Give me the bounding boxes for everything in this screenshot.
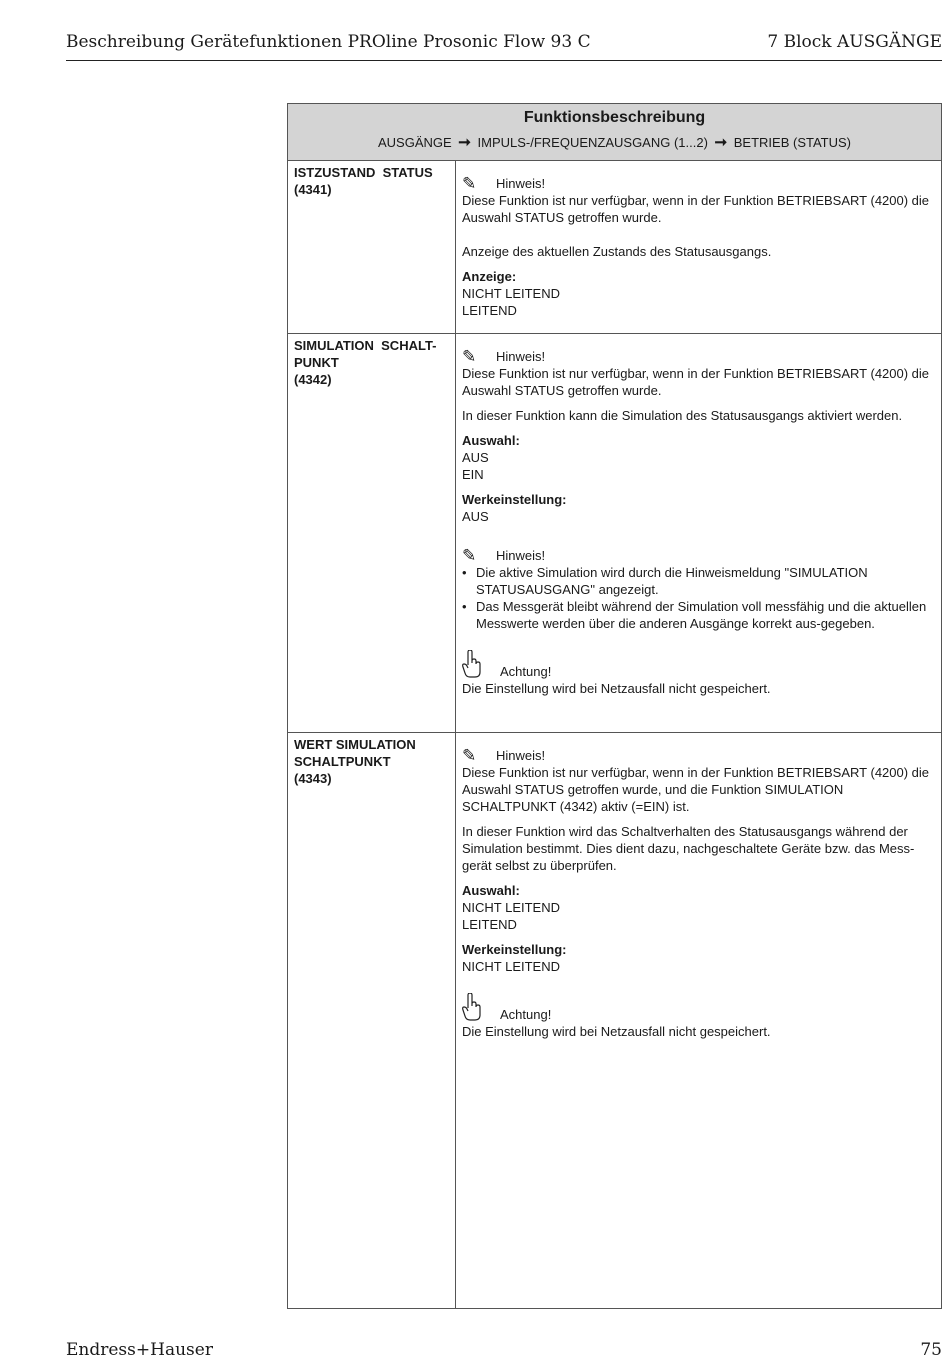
caution-label: Achtung!	[500, 1007, 552, 1022]
list-item: LEITEND	[462, 303, 517, 318]
hint-text: Diese Funktion ist nur verfügbar, wenn in der Funktion BETRIEBSART (4200) die Auswahl STATUS getroffen wurde.	[462, 193, 930, 225]
list-label: Auswahl:	[462, 433, 520, 448]
function-name: ISTZUSTAND STATUS	[294, 165, 433, 180]
function-name-cell	[288, 161, 456, 333]
header-title: Beschreibung Gerätefunktionen PROline Prosonic Flow 93 C	[66, 32, 591, 52]
pointing-hand-icon	[462, 993, 500, 1023]
table-row	[288, 733, 941, 1308]
hint-text: Diese Funktion ist nur verfügbar, wenn in der Funktion BETRIEBSART (4200) die Auswahl STATUS getroffen wurde.	[462, 366, 930, 398]
table-header	[288, 104, 941, 161]
hint-bullet: • Die aktive Simulation wird durch die Hinweismeldung "SIMULATION STATUSAUSGANG" angezeigt.	[462, 564, 935, 598]
list-item: NICHT LEITEND	[462, 900, 560, 915]
page-number: 75	[920, 1340, 942, 1360]
hint-label: Hinweis!	[496, 176, 546, 191]
function-name-cell	[288, 733, 456, 1308]
hint-block	[462, 348, 935, 399]
hint-block	[462, 175, 935, 226]
function-description-cell	[456, 733, 941, 1308]
function-code: (4342)	[294, 372, 332, 387]
arrow-right-icon: ➞	[458, 134, 471, 151]
hint-block	[462, 747, 935, 815]
description-text: Anzeige des aktuellen Zustands des Statusausgangs.	[462, 244, 772, 259]
default-label: Werkeinstellung:	[462, 492, 567, 507]
list-item: AUS	[462, 450, 489, 465]
caution-label: Achtung!	[500, 664, 552, 679]
function-table	[287, 103, 942, 1309]
function-code: (4341)	[294, 182, 332, 197]
description-text: In dieser Funktion kann die Simulation des Statusausgangs aktiviert werden.	[462, 408, 903, 423]
caution-block	[462, 650, 935, 697]
function-name-line: SCHALTPUNKT	[294, 754, 391, 769]
default-value: NICHT LEITEND	[462, 959, 560, 974]
function-name-cell	[288, 334, 456, 732]
table-row	[288, 334, 941, 733]
list-item: EIN	[462, 467, 484, 482]
pencil-icon: ✎	[462, 174, 477, 193]
caution-text: Die Einstellung wird bei Netzausfall nicht gespeichert.	[462, 681, 771, 696]
pointing-hand-icon	[462, 650, 500, 680]
table-row	[288, 161, 941, 334]
page-header	[66, 30, 942, 61]
description-text: In dieser Funktion wird das Schaltverhalten des Statusausgangs während der Simulation bestimmt. Dies dient dazu, nachgeschaltete Geräte bzw. das Mess-gerät selbst zu überprüfen.	[462, 824, 915, 873]
hint-label: Hinweis!	[496, 748, 546, 763]
table-title: Funktionsbeschreibung	[523, 109, 706, 126]
caution-text: Die Einstellung wird bei Netzausfall nicht gespeichert.	[462, 1024, 771, 1039]
function-name-line: SIMULATION SCHALT-	[294, 338, 437, 353]
header-chapter: 7 Block AUSGÄNGE	[767, 32, 942, 52]
breadcrumb-item: AUSGÄNGE	[377, 135, 452, 150]
list-label: Auswahl:	[462, 883, 520, 898]
breadcrumb-item: IMPULS-/FREQUENZAUSGANG (1...2)	[477, 135, 708, 150]
hint-label: Hinweis!	[496, 548, 546, 563]
hint-label: Hinweis!	[496, 349, 546, 364]
function-description-cell	[456, 161, 941, 333]
function-code: (4343)	[294, 771, 332, 786]
breadcrumb	[288, 135, 941, 151]
arrow-right-icon: ➞	[714, 134, 728, 151]
list-item: LEITEND	[462, 917, 517, 932]
function-name-line: WERT SIMULATION	[294, 737, 416, 752]
caution-block	[462, 993, 935, 1040]
list-label: Anzeige:	[462, 269, 517, 284]
page-footer	[66, 1340, 942, 1364]
pencil-icon: ✎	[462, 746, 477, 765]
hint-block	[462, 547, 935, 632]
function-description-cell	[456, 334, 941, 732]
hint-text: Diese Funktion ist nur verfügbar, wenn in der Funktion BETRIEBSART (4200) die Auswahl STATUS getroffen wurde, und die Funktion SIMULATION SCHALTPUNKT (4342) aktiv (=EIN) ist.	[462, 765, 930, 814]
default-value: AUS	[462, 509, 489, 524]
list-item: NICHT LEITEND	[462, 286, 560, 301]
hint-bullet: • Das Messgerät bleibt während der Simulation voll messfähig und die aktuellen Messwerte werden über die anderen Ausgänge korrekt aus-gegeben.	[462, 598, 935, 632]
pencil-icon: ✎	[462, 347, 477, 366]
company-logo-text: Endress+Hauser	[66, 1340, 213, 1360]
breadcrumb-item: BETRIEB (STATUS)	[733, 135, 851, 150]
function-name-line: PUNKT	[294, 355, 339, 370]
default-label: Werkeinstellung:	[462, 942, 567, 957]
pencil-icon: ✎	[462, 546, 477, 565]
